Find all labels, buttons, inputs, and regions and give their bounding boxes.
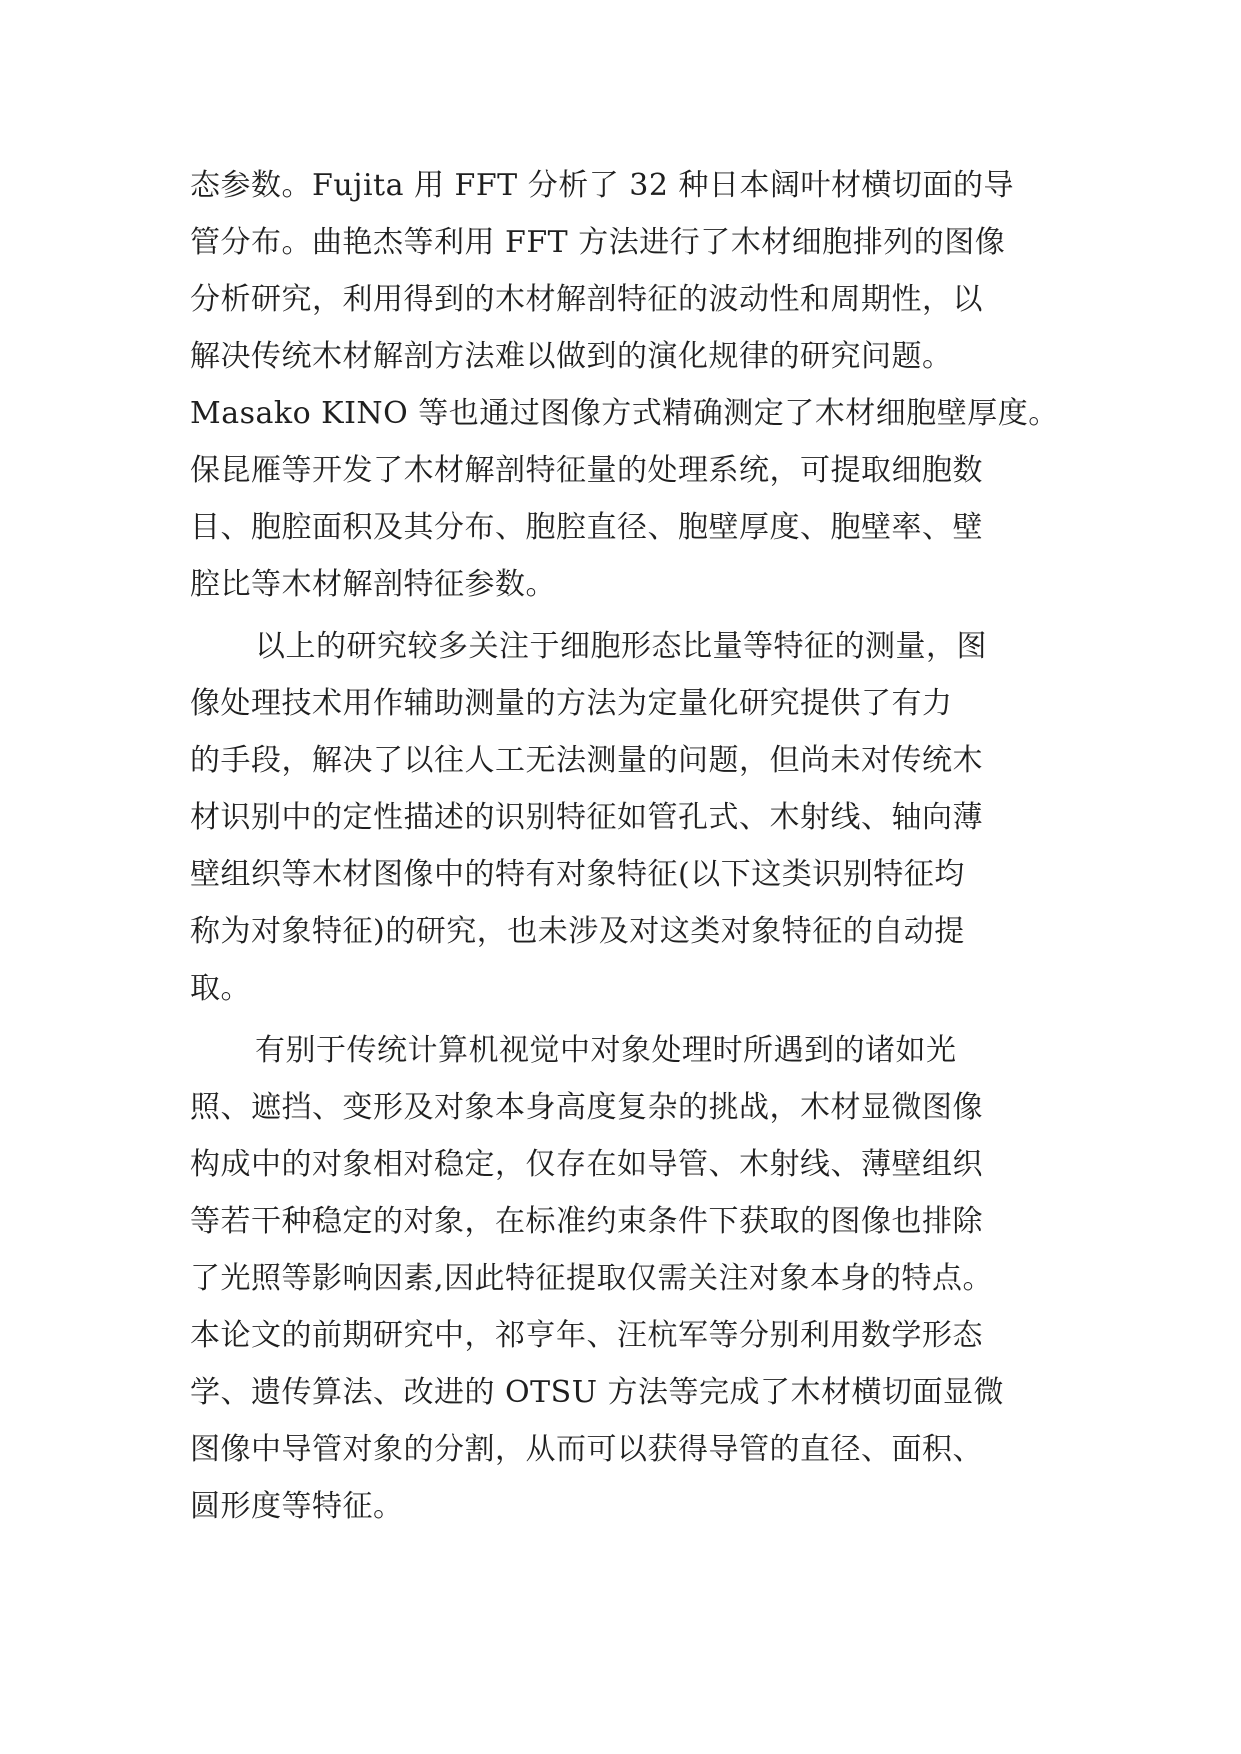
text-line: 材识别中的定性描述的识别特征如管孔式、木射线、轴向薄 <box>190 800 983 835</box>
text-line: 壁组织等木材图像中的特有对象特征(以下这类识别特征均 <box>190 857 965 892</box>
text-line: 称为对象特征)的研究，也未涉及对这类对象特征的自动提 <box>190 914 965 949</box>
text-line: 取。 <box>190 971 251 1006</box>
text-line: 态参数。Fujita 用 FFT 分析了 32 种日本阔叶材横切面的导 <box>190 168 1014 203</box>
text-line: 本论文的前期研究中，祁亨年、汪杭军等分别利用数学形态 <box>190 1318 983 1353</box>
text-line: 解决传统木材解剖方法难以做到的演化规律的研究问题。 <box>190 339 953 374</box>
text-line: 保昆雁等开发了木材解剖特征量的处理系统，可提取细胞数 <box>190 453 983 488</box>
text-line: 分析研究，利用得到的木材解剖特征的波动性和周期性，以 <box>190 282 983 317</box>
text-line: 圆形度等特征。 <box>190 1489 404 1524</box>
text-line: 的手段，解决了以往人工无法测量的问题，但尚未对传统木 <box>190 743 983 778</box>
text-line: 了光照等影响因素,因此特征提取仅需关注对象本身的特点。 <box>190 1261 994 1296</box>
text-line: 等若干种稳定的对象，在标准约束条件下获取的图像也排除 <box>190 1204 983 1239</box>
text-line: 像处理技术用作辅助测量的方法为定量化研究提供了有力 <box>190 686 953 721</box>
paragraph-first-line: 有别于传统计算机视觉中对象处理时所遇到的诸如光 <box>255 1033 957 1068</box>
paragraph-first-line: 以上的研究较多关注于细胞形态比量等特征的测量，图 <box>255 629 987 664</box>
text-line: 管分布。曲艳杰等利用 FFT 方法进行了木材细胞排列的图像 <box>190 225 1006 260</box>
text-line: Masako KINO 等也通过图像方式精确测定了木材细胞壁厚度。 <box>190 396 1059 431</box>
text-line: 图像中导管对象的分割，从而可以获得导管的直径、面积、 <box>190 1432 983 1467</box>
text-line: 腔比等木材解剖特征参数。 <box>190 567 556 602</box>
text-line: 构成中的对象相对稳定，仅存在如导管、木射线、薄壁组织 <box>190 1147 983 1182</box>
text-line: 照、遮挡、变形及对象本身高度复杂的挑战，木材显微图像 <box>190 1090 983 1125</box>
text-line: 目、胞腔面积及其分布、胞腔直径、胞壁厚度、胞壁率、壁 <box>190 510 983 545</box>
text-line: 学、遗传算法、改进的 OTSU 方法等完成了木材横切面显微 <box>190 1375 1005 1410</box>
